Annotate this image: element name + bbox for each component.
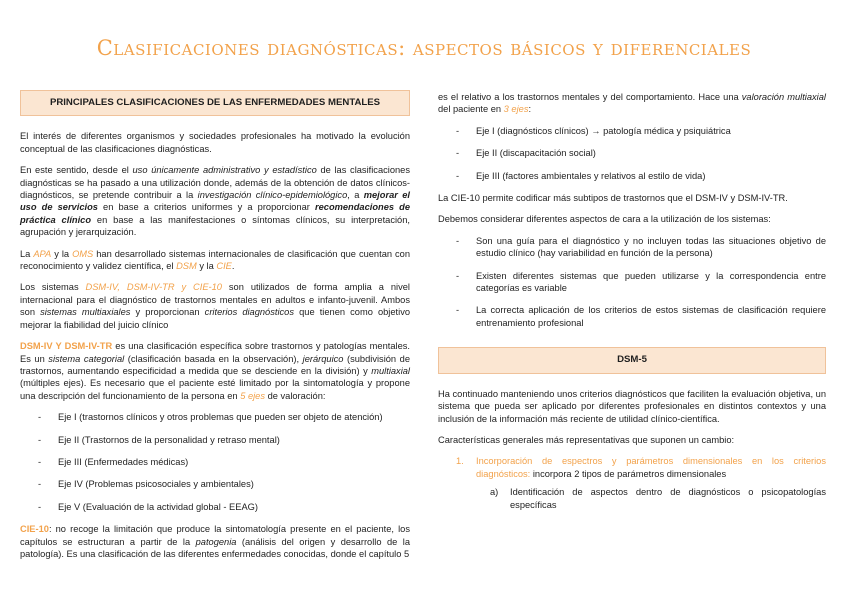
aspects-list [438, 235, 826, 329]
list-item: - La correcta aplicación de los criterios de estos sistemas de clasificación requiere entrenamiento profesional [438, 304, 826, 329]
right-column [438, 91, 826, 511]
list-item: - Eje I (diagnósticos clínicos) → patología médica y psiquiátrica [438, 125, 826, 137]
list-item: - Son una guía para el diagnóstico y no incluyen todas las situaciones objetivo de estudio clínico (hay variabilidad en función de la persona) [438, 235, 826, 260]
page-title: Clasificaciones diagnósticas: aspectos básicos y diferenciales [96, 36, 752, 60]
list-item: - Eje IV (Problemas psicosociales y ambientales) [20, 478, 410, 490]
list-item: - Eje III (factores ambientales y relativos al estilo de vida) [438, 170, 826, 182]
list-item: - Existen diferentes sistemas que pueden utilizarse y la correspondencia entre categorías es variable [438, 270, 826, 295]
list-item: - Eje III (Enfermedades médicas) [20, 456, 410, 468]
list-item: - Eje I (trastornos clínicos y otros problemas que pueden ser objeto de atención) [20, 411, 410, 423]
paragraph-cie-10: CIE-10: no recoge la limitación que produce la sintomatología presente en el paciente, los capítulos se estructuran a partir de la patogenia (análisis del origen y desarrollo de la patología). Es una clasificación de las diferentes enfermedades conocidas, donde el capítulo 5 [20, 524, 410, 559]
paragraph-caracteristicas: Características generales más representativas que suponen un cambio: [438, 434, 735, 445]
section-heading-dsm5: DSM-5 [438, 347, 826, 373]
paragraph-cie-cont: es el relativo a los trastornos mentales y del comportamiento. Hace una valoración multiaxial del paciente en 3 ejes: [438, 92, 826, 115]
paragraph-dsm5-intro: Ha continuado manteniendo unos criterios diagnósticos que faciliten la evaluación objetiva, un sistema que pueda ser aplicado por diferentes profesionales en distintos contextos y una inclusión de la información más reciente de utilidad clínico-científica. [438, 388, 826, 424]
paragraph-dsm-iv: DSM-IV Y DSM-IV-TR es una clasificación específica sobre trastornos y patologías mentales. Es un sistema categorial (clasificación basada en la observación), jerárquico (subdivisión de trastornos, aumentando especificidad a medida que se desciende en la división) y multiaxial (múltiples ejes). Es necesario que el paciente esté limitado por la sintomatología y propone una descripción del funcionamiento de la persona en 5 ejes de valoración: [20, 341, 410, 401]
paragraph-cie-subtipos: La CIE-10 permite codificar más subtipos de trastornos que el DSM-IV y DSM-IV-TR. [438, 193, 788, 204]
sub-item-a: a) Identificación de aspectos dentro de diagnósticos o psicopatologías específicas [490, 487, 826, 510]
paragraph-aspectos: Debemos considerar diferentes aspectos de cara a la utilización de los sistemas: [438, 214, 771, 225]
list-item: - Eje II (discapacitación social) [438, 147, 826, 159]
cie-axes-list [438, 125, 826, 182]
sub-item-letter: a) [490, 487, 499, 498]
dsm-axes-list [20, 411, 410, 513]
paragraph-intro: El interés de diferentes organismos y sociedades profesionales ha motivado la evolución conceptual de las clasificaciones diagnósticas. [20, 131, 410, 154]
list-item: - Eje V (Evaluación de la actividad global - EEAG) [20, 501, 410, 513]
list-item: - Eje II (Trastornos de la personalidad y retraso mental) [20, 434, 410, 446]
item-number: 1. [456, 456, 464, 467]
left-column [20, 90, 410, 569]
paragraph-uso: En este sentido, desde el uso únicamente administrativo y estadístico de las clasificaciones diagnósticas se ha pasado a una utilización donde, además de la obtención de datos clínicos-diagnósticos, se pretende contribuir a la investigación clínico-epidemiológico, a mejorar el uso de servicios en base a criterios uniformes y a proporcionar recomendaciones de práctica clínico en base a las manifestaciones o síntomas clínicos, su interpretación, agrupación y jerarquización. [20, 165, 411, 238]
paragraph-apa-oms: La APA y la OMS han desarrollado sistemas internacionales de clasificación que cuentan con reconocimiento y validez científica, el DSM y la CIE. [20, 248, 410, 272]
section-heading-clasificaciones: PRINCIPALES CLASIFICACIONES DE LAS ENFERMEDADES MENTALES [20, 90, 410, 116]
numbered-item-1: 1. Incorporación de espectros y parámetros dimensionales en los criterios diagnósticos: incorpora 2 tipos de parámetros dimensionales [456, 456, 826, 479]
paragraph-sistemas: Los sistemas DSM-IV, DSM-IV-TR y CIE-10 son utilizados de forma amplia a nivel internacional para el diagnóstico de trastornos mentales en adultos e infanto-juvenil. Ambos son sistemas multiaxiales y proporcionan criterios diagnósticos que tienen como objetivo mejorar la fiabilidad del juicio clínico [20, 282, 411, 330]
